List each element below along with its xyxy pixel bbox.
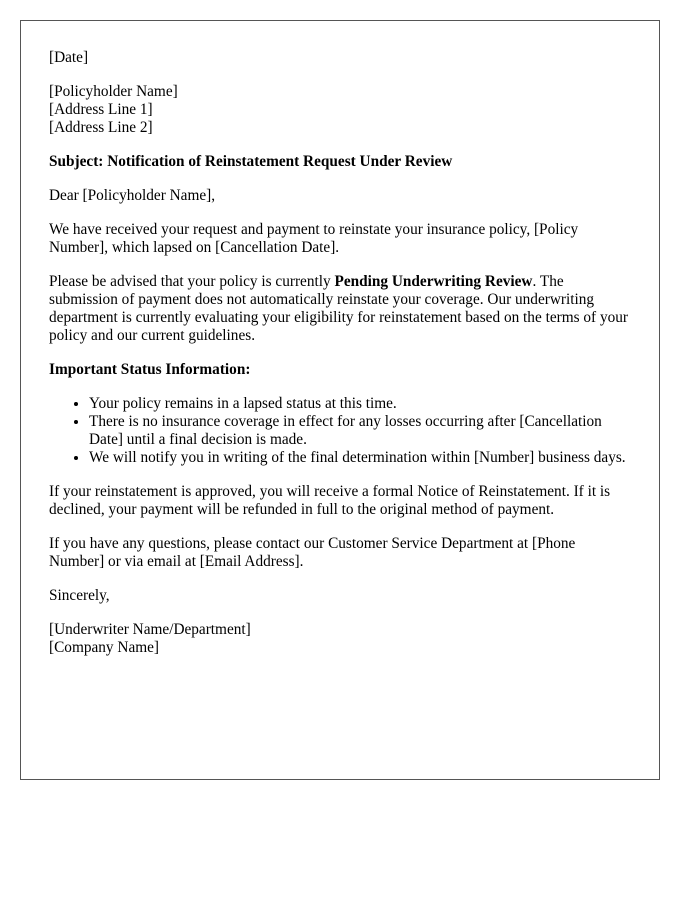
paragraph-pending-review-before: Please be advised that your policy is currently	[49, 273, 335, 290]
letter-salutation: Dear [Policyholder Name],	[49, 187, 216, 204]
recipient-address-line-1: [Address Line 1]	[49, 101, 153, 118]
status-item-lapsed: • Your policy remains in a lapsed status at this time.	[89, 395, 634, 413]
status-item-no-coverage: • There is no insurance coverage in effect for any losses occurring after [Cancellation Date] until a final decision is made.	[89, 413, 634, 449]
letter-closing: Sincerely,	[49, 587, 110, 604]
status-item-notification: • We will notify you in writing of the final determination within [Number] business days.	[89, 449, 634, 467]
paragraph-pending-review	[49, 273, 634, 345]
recipient-name: [Policyholder Name]	[49, 83, 178, 100]
pending-status-text: Pending Underwriting Review	[334, 273, 533, 290]
letter-page	[20, 20, 660, 780]
paragraph-pending-review-after: . The submission of payment does not automatically reinstate your coverage. Our underwriting department is currently evaluating your eligibility for reinstatement based on the terms of your policy and our current guidelines.	[49, 273, 628, 344]
recipient-address-line-2: [Address Line 2]	[49, 119, 153, 136]
recipient-block	[49, 83, 634, 137]
paragraph-outcome: If your reinstatement is approved, you will receive a formal Notice of Reinstatement. If it is declined, your payment will be refunded in full to the original method of payment.	[49, 483, 611, 518]
letter-content	[49, 49, 634, 673]
letter-subject: Subject: Notification of Reinstatement Request Under Review	[49, 153, 453, 170]
signature-block	[49, 621, 634, 657]
paragraph-received: We have received your request and payment to reinstate your insurance policy, [Policy Number], which lapsed on [Cancellation Date].	[49, 221, 579, 256]
status-heading: Important Status Information:	[49, 361, 251, 378]
letter-date: [Date]	[49, 49, 89, 66]
signature-company: [Company Name]	[49, 639, 160, 656]
signature-name: [Underwriter Name/Department]	[49, 621, 251, 638]
paragraph-contact: If you have any questions, please contact our Customer Service Department at [Phone Number] or via email at [Email Address].	[49, 535, 576, 570]
status-list	[49, 395, 634, 467]
